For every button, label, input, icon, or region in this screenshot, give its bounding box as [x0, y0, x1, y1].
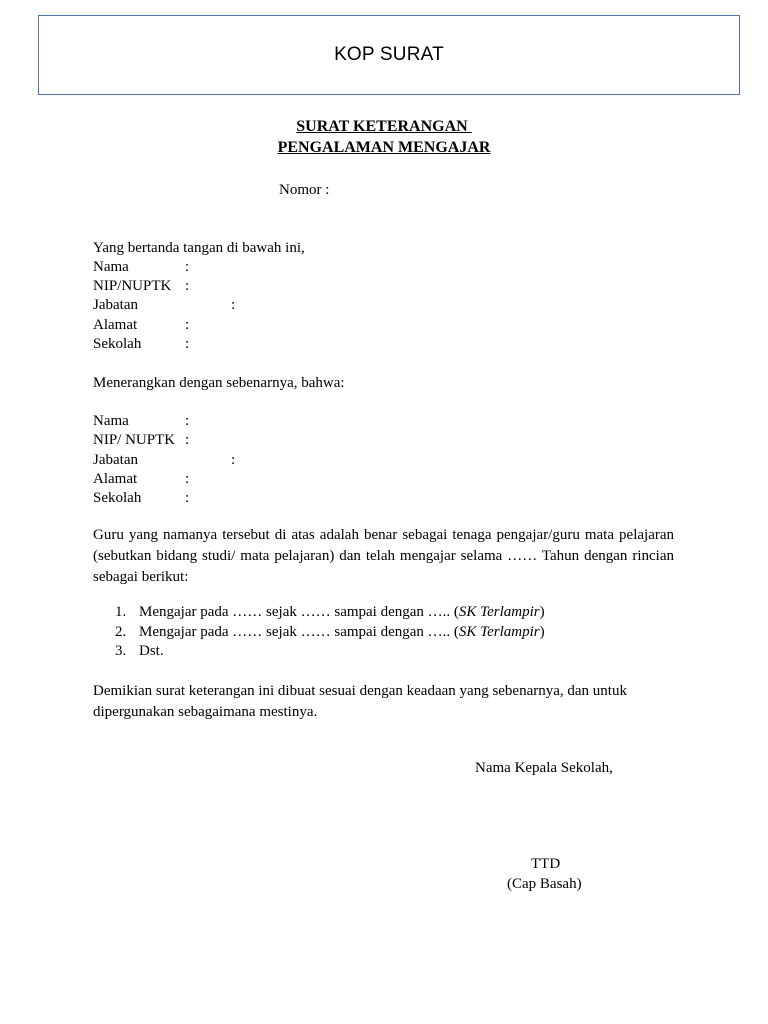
list-item-text: Dst.	[139, 643, 164, 659]
signer-nip-label: NIP/NUPTK	[93, 278, 172, 294]
list-item	[93, 623, 545, 643]
list-item-close: )	[539, 604, 545, 620]
signer-name-colon: :	[185, 259, 190, 275]
subject-alamat-label: Alamat	[93, 471, 138, 487]
list-item-close: )	[539, 623, 545, 640]
signer-alamat-colon: :	[185, 317, 190, 333]
subject-jabatan-colon: :	[231, 452, 236, 468]
signer-jabatan-label: Jabatan	[93, 297, 138, 313]
signer-name-label: Nama	[93, 259, 129, 275]
list-item-number: 1.	[115, 604, 127, 620]
list-item-text: Mengajar pada …… sejak …… sampai dengan ….. (	[139, 623, 459, 640]
signer-jabatan-colon: :	[231, 297, 236, 313]
subject-nip-label: NIP/ NUPTK	[93, 432, 176, 448]
body-paragraph: Guru yang namanya tersebut di atas adalah benar sebagai tenaga pengajar/guru mata pelajaran (sebutkan bidang studi/ mata pelajaran) dan telah mengajar selama …… Tahun dengan rincian sebagai berikut:	[93, 527, 674, 585]
signer-sekolah-colon: :	[185, 336, 190, 352]
experience-list	[93, 603, 545, 662]
signer-nip-colon: :	[185, 278, 190, 294]
list-item-italic: SK Terlampir	[458, 604, 540, 620]
letterhead-box	[38, 15, 740, 95]
subject-name-label: Nama	[93, 413, 129, 429]
list-item-number: 3.	[115, 643, 127, 659]
list-item-italic: SK Terlampir	[458, 623, 540, 640]
signature-stamp: (Cap Basah)	[507, 876, 582, 892]
list-item	[93, 603, 545, 623]
document-title-line1: SURAT KETERANGAN	[296, 118, 472, 135]
subject-sekolah-label: Sekolah	[93, 490, 142, 506]
subject-jabatan-label: Jabatan	[93, 452, 138, 468]
nomor-label: Nomor :	[279, 182, 330, 198]
subject-name-colon: :	[185, 413, 190, 429]
closing-paragraph: Demikian surat keterangan ini dibuat sesuai dengan keadaan yang sebenarnya, dan untuk dipergunakan sebagaimana mestinya.	[93, 683, 627, 720]
subject-intro: Menerangkan dengan sebenarnya, bahwa:	[93, 375, 345, 391]
list-item	[93, 642, 545, 662]
subject-sekolah-colon: :	[185, 490, 190, 506]
signer-sekolah-label: Sekolah	[93, 336, 142, 352]
list-item-number: 2.	[115, 623, 127, 640]
document-title-line2: PENGALAMAN MENGAJAR	[277, 139, 491, 156]
signature-position: Nama Kepala Sekolah,	[475, 760, 613, 776]
subject-alamat-colon: :	[185, 471, 190, 487]
signature-ttd: TTD	[531, 856, 561, 872]
signer-intro: Yang bertanda tangan di bawah ini,	[93, 240, 305, 256]
subject-nip-colon: :	[185, 432, 190, 448]
signer-alamat-label: Alamat	[93, 317, 138, 333]
list-item-text: Mengajar pada …… sejak …… sampai dengan ….. (	[139, 604, 459, 620]
letterhead-text: KOP SURAT	[334, 44, 444, 65]
